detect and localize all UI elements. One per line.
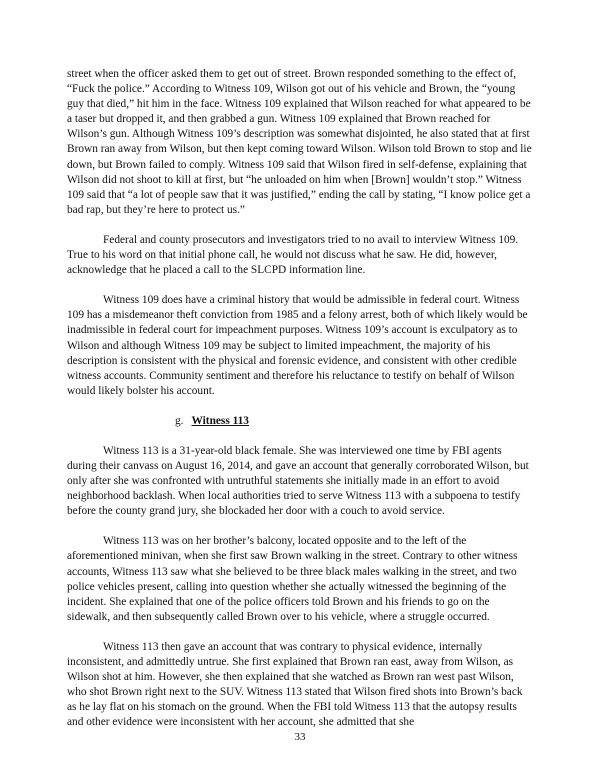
paragraph-witness-113-intro: Witness 113 is a 31-year-old black female. She was interviewed one time by FBI agents during their canvass on August 16, 2014, and gave an account that generally corroborated Wilson, but only after she was confronted with untruthful statements she initially made in an effort to avoid neighborhood backlash. When local authorities tried to serve Witness 113 with a subpoena to testify before the county grand jury, she blockaded her door with a couch to avoid service. [67, 444, 529, 518]
paragraph-witness-109-interview: Federal and county prosecutors and investigators tried to no avail to interview Witness 109. True to his word on that initial phone call, he would not discuss what he saw. He did, however, acknowledge that he placed a call to the SLCPD information line. [67, 233, 519, 277]
paragraph-witness-109-account: street when the officer asked them to get out of street. Brown responded something to the effect of, “Fuck the police.” According to Witness 109, Wilson got out of his vehicle and Brown, the “young guy that died,” hit him in the face. Witness 109 explained that Wilson reached for what appeared to be a taser but dropped it, and then grabbed a gun. Witness 109 explained that Brown reached for Wilson’s gun. Although Witness 109’s description was somewhat disjointed, he also stated that at first Brown ran away from Wilson, but then kept coming toward Wilson. Wilson told Brown to stop and lie down, but Brown failed to comply. Witness 109 said that Wilson fired in self-defense, explaining that Wilson did not shoot to kill at first, but “he unloaded on him when [Brown] wouldn’t stop.” Witness 109 said that “a lot of people saw that it was justified,” ending the call by stating, “I know police get a bad rap, but they’re here to protect us.” [67, 68, 532, 216]
section-number: g. [175, 414, 184, 427]
page-number: 33 [294, 731, 306, 743]
paragraph-witness-113-balcony: Witness 113 was on her brother’s balcony, located opposite and to the left of the aforementioned minivan, when she first saw Brown walking in the street. Contrary to other witness accounts, Witness 113 saw what she believed to be three black males walking in the street, and two police vehicles present, calling into question whether she actually witnessed the beginning of the incident. She explained that one of the police officers told Brown and his friends to go on the sidewalk, and then subsequently called Brown over to his vehicle, where a struggle occurred. [67, 535, 518, 623]
section-title: Witness 113 [191, 414, 249, 427]
section-heading-witness-113 [67, 414, 532, 429]
paragraph-witness-113-contrary-account: Witness 113 then gave an account that was contrary to physical evidence, internally inconsistent, and admittedly untrue. She first explained that Brown ran east, away from Wilson, as Wilson shot at him. However, she then explained that she watched as Brown ran west past Wilson, who shot Brown right next to the SUV. Witness 113 stated that Wilson fired shots into Brown’s back as he lay flat on his stomach on the ground. When the FBI told Witness 113 that the autopsy results and other evidence were inconsistent with her account, she admitted that she [67, 640, 523, 729]
paragraph-witness-109-criminal-history: Witness 109 does have a criminal history that would be admissible in federal court. Witness 109 has a misdemeanor theft conviction from 1985 and a felony arrest, both of which likely would be inadmissible in federal court for impeachment purposes. Witness 109’s account is exculpatory as to Wilson and although Witness 109 may be subject to limited impeachment, the majority of his description is consistent with the physical and forensic evidence, and consistent with other credible witness accounts. Community sentiment and therefore his reluctance to testify on behalf of Wilson would likely bolster his account. [67, 294, 528, 397]
